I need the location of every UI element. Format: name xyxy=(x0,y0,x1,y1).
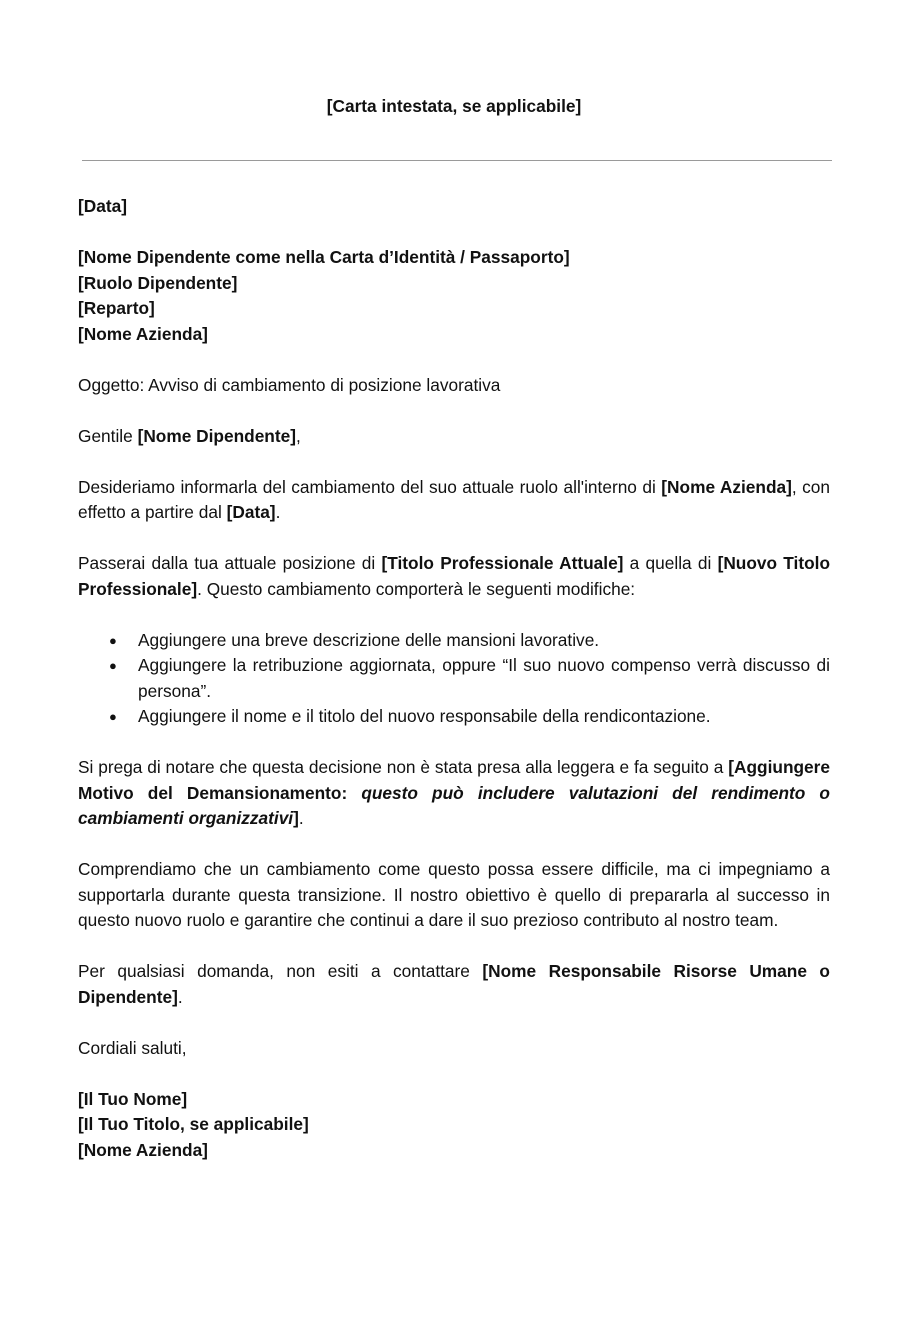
paragraph-intro xyxy=(78,475,830,526)
paragraph-position-change xyxy=(78,551,830,602)
para1-text-3: . xyxy=(275,502,281,522)
reason-label: [Aggiungere Motivo del Demansionamento: xyxy=(78,757,830,803)
signature-block xyxy=(78,1087,830,1164)
para3-text-1: Si prega di notare che questa decisione non è stata presa alla leggera e fa seguito a xyxy=(78,757,729,777)
para3-text-2: . xyxy=(298,808,304,828)
list-item xyxy=(78,653,830,704)
para2-text-2: a quella di xyxy=(623,553,718,573)
recipient-company: [Nome Azienda] xyxy=(78,323,208,344)
contact-name: [Nome Responsabile Risorse Umane o Dipendente] xyxy=(78,961,830,1007)
recipient-department: [Reparto] xyxy=(78,298,155,318)
divider xyxy=(82,160,832,161)
current-title: [Titolo Professionale Attuale] xyxy=(381,553,624,573)
paragraph-reason xyxy=(78,755,830,832)
letterhead: [Carta intestata, se applicabile] xyxy=(326,96,582,116)
salutation-suffix: , xyxy=(295,425,301,446)
list-item-text: Aggiungere la retribuzione aggiornata, oppure “Il suo nuovo compenso verrà discusso di persona”. xyxy=(138,655,830,701)
letter-date: [Data] xyxy=(78,196,127,216)
changes-list xyxy=(78,628,830,730)
salutation-prefix: Gentile xyxy=(78,425,138,446)
salutation xyxy=(78,424,830,450)
new-title: [Nuovo Titolo Professionale] xyxy=(78,553,831,599)
recipient-name: [Nome Dipendente come nella Carta d’Identità / Passaporto] xyxy=(78,247,570,267)
list-item xyxy=(78,628,830,654)
signature-name: [Il Tuo Nome] xyxy=(78,1088,188,1109)
list-item xyxy=(78,704,830,730)
para1-company: [Nome Azienda] xyxy=(661,476,792,497)
list-item-text: Aggiungere il nome e il titolo del nuovo responsabile della rendicontazione. xyxy=(138,706,711,726)
recipient-role: [Ruolo Dipendente] xyxy=(78,272,238,293)
para1-date: [Data] xyxy=(226,502,276,522)
reason-close: ] xyxy=(293,808,299,828)
para5-text-1: Per qualsiasi domanda, non esiti a contattare xyxy=(78,961,483,981)
para1-text-2: , con effetto a partire dal xyxy=(78,476,830,522)
para5-text-2: . xyxy=(177,986,183,1007)
bullet-icon: ● xyxy=(109,709,117,724)
para2-text-1: Passerai dalla tua attuale posizione di xyxy=(78,553,382,573)
reason-detail: questo può includere valutazioni del rendimento o cambiamenti organizzativi xyxy=(78,782,830,828)
paragraph-contact xyxy=(78,959,830,1010)
recipient-block xyxy=(78,245,830,347)
bullet-icon: ● xyxy=(109,658,117,673)
para1-text-1: Desideriamo informarla del cambiamento del suo attuale ruolo all'interno di xyxy=(78,476,662,497)
paragraph-support: Comprendiamo che un cambiamento come questo possa essere difficile, ma ci impegniamo a supportarla durante questa transizione. Il nostro obiettivo è quello di prepararla al successo in questo nuovo ruolo e garantire che continui a dare il suo prezioso contributo al nostro team. xyxy=(78,859,830,930)
subject-line: Oggetto: Avviso di cambiamento di posizione lavorativa xyxy=(78,374,501,395)
bullet-icon: ● xyxy=(109,632,117,648)
salutation-name: [Nome Dipendente] xyxy=(137,425,296,446)
list-item-text: Aggiungere una breve descrizione delle mansioni lavorative. xyxy=(138,629,600,650)
signature-title: [Il Tuo Titolo, se applicabile] xyxy=(78,1114,309,1134)
closing: Cordiali saluti, xyxy=(78,1037,187,1058)
signature-company: [Nome Azienda] xyxy=(78,1139,208,1160)
para2-text-3: . Questo cambiamento comporterà le seguenti modifiche: xyxy=(197,578,636,599)
